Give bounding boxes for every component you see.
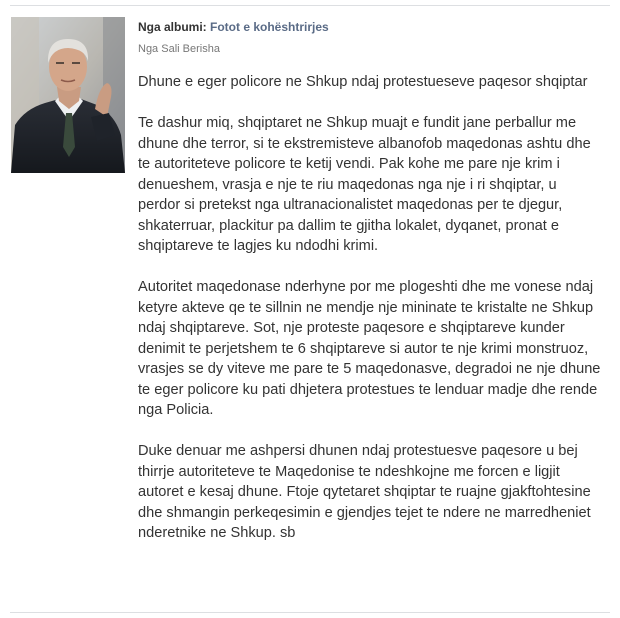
post-paragraph: Te dashur miq, shqiptaret ne Shkup muajt e fundit jane perballur me dhune dhe terror, si te ekstremisteve albanofob maqedonas ashtu dhe te autoriteteve policore te ketij vendi. Pak kohe me pare nje krim i denueshem, vrasja e nje te riu maqedonas nga nje i ri shqiptar, u perdor si pretekst nga ultranacionalistet maqedonas per te djegur, shkaterruar, plackitur pa dallim te gjitha lokalet, dyqanet, pronat e shqiptareve te lagjes ku ndodhi krimi. (138, 115, 591, 254)
post-paragraph: Autoritet maqedonase nderhyne por me plogeshti dhe me vonese ndaj ketyre akteve qe te sillnin ne mendje nje mininate te kristalte ne Shkup ndaj shqiptareve. Sot, nje proteste paqesore e shqiptareve kunder denimit te perjetshem te 6 shqiptareve si autor te nje krimi monstruoz, vrasjes se dy viteve me pare te 5 maqedonasve, degradoi ne nje dhune te eger policore ku pati dhjetera protestues te lenduar madje dhe rende nga Policia. (138, 279, 601, 418)
album-prefix-label: Nga albumi: (138, 20, 207, 34)
bottom-divider (10, 612, 610, 613)
author-byline: Nga Sali Berisha (138, 43, 220, 55)
post-paragraph-title: Dhune e eger policore ne Shkup ndaj protestueseve paqesor shqiptar (138, 74, 588, 90)
album-link[interactable]: Fotot e kohështrirjes (210, 20, 329, 34)
portrait-photo (11, 17, 125, 173)
post-paragraph: Duke denuar me ashpersi dhunen ndaj protestuesve paqesore u bej thirrje autoriteteve te Maqedonise te ndeshkojne me forcen e ligjit autoret e kesaj dhune. Ftoje qytetaret shqiptar te ruajne gjakftohtesine dhe shmangin perkeqesimin e gjendjes tejet te ndere ne marredheniet nderetnike ne Shkup. sb (138, 443, 591, 541)
post-content (138, 18, 606, 544)
top-divider (10, 5, 610, 6)
album-line (138, 18, 606, 36)
album-photo-thumbnail[interactable] (11, 17, 125, 173)
post-body (138, 72, 606, 544)
